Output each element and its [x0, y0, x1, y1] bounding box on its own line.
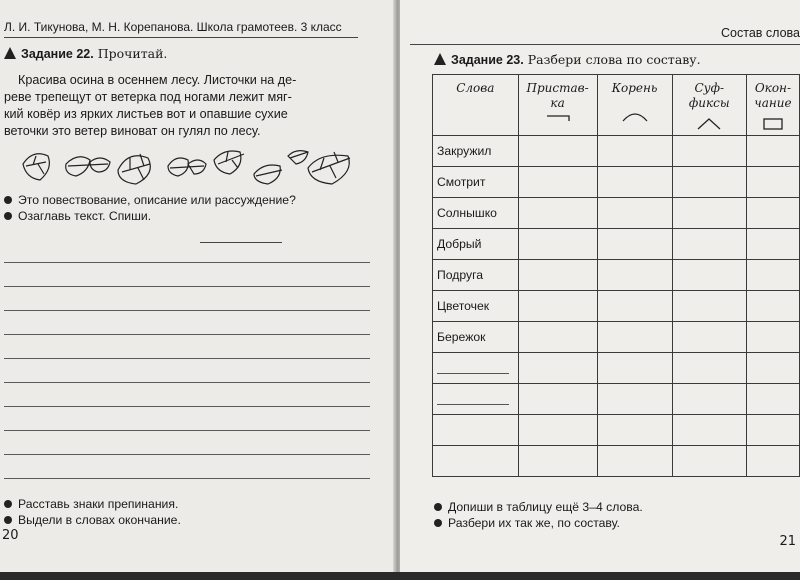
word-cell: Подруга — [433, 260, 519, 291]
writing-line[interactable] — [4, 334, 370, 335]
ending-cell[interactable] — [746, 384, 799, 415]
word-blank-cell[interactable] — [433, 353, 519, 384]
table-row — [433, 167, 800, 198]
root-cell[interactable] — [597, 446, 672, 477]
instruction-text: Выдели в словах окончание. — [18, 513, 181, 527]
ending-box-icon — [762, 117, 784, 131]
bullet-icon — [4, 516, 12, 524]
suffix-cell[interactable] — [672, 136, 746, 167]
suffix-cell[interactable] — [672, 353, 746, 384]
table-row-blank — [433, 415, 800, 446]
header-line: Суф- — [694, 81, 725, 95]
table-row-blank — [433, 446, 800, 477]
word-blank-cell[interactable] — [433, 384, 519, 415]
title-answer-line[interactable] — [200, 242, 282, 243]
root-cell[interactable] — [597, 415, 672, 446]
ending-cell[interactable] — [746, 167, 799, 198]
instruction-text: Разбери их так же, по составу. — [448, 516, 620, 530]
root-cell[interactable] — [597, 384, 672, 415]
task22-instruction: Прочитай. — [97, 46, 168, 61]
reading-line: реве трепещут от ветерка под ногами лежит мяг- — [4, 90, 292, 104]
root-cell[interactable] — [597, 260, 672, 291]
header-text — [677, 81, 742, 111]
header-line: Окон- — [754, 81, 792, 95]
root-cell[interactable] — [597, 322, 672, 353]
root-cell[interactable] — [597, 167, 672, 198]
bullet-icon — [434, 519, 442, 527]
table-header-row — [433, 75, 800, 136]
root-cell[interactable] — [597, 198, 672, 229]
table-row — [433, 136, 800, 167]
word-blank-cell[interactable] — [433, 446, 519, 477]
suffix-caret-icon — [696, 117, 722, 131]
header-line: чание — [754, 96, 792, 110]
ending-cell[interactable] — [746, 229, 799, 260]
question-line — [4, 193, 296, 207]
prefix-cell[interactable] — [518, 260, 597, 291]
writing-line[interactable] — [4, 478, 370, 479]
section-title: Состав слова — [721, 26, 800, 40]
reading-line: кий ковёр из ярких листьев вот и опавшие сухие — [4, 107, 288, 121]
word-cell: Смотрит — [433, 167, 519, 198]
table-row — [433, 291, 800, 322]
root-cell[interactable] — [597, 353, 672, 384]
prefix-cell[interactable] — [518, 384, 597, 415]
prefix-cell[interactable] — [518, 291, 597, 322]
suffix-cell[interactable] — [672, 167, 746, 198]
writing-line[interactable] — [4, 406, 370, 407]
suffix-cell[interactable] — [672, 384, 746, 415]
left-page — [0, 0, 398, 572]
root-cell[interactable] — [597, 291, 672, 322]
ending-cell[interactable] — [746, 198, 799, 229]
bullet-icon — [4, 500, 12, 508]
bullet-icon — [434, 503, 442, 511]
instruction-line — [434, 516, 620, 530]
header-line: ка — [550, 96, 565, 110]
suffix-cell[interactable] — [672, 415, 746, 446]
word-cell: Добрый — [433, 229, 519, 260]
word-cell: Солнышко — [433, 198, 519, 229]
instruction-line — [4, 497, 178, 511]
running-head: Л. И. Тикунова, М. Н. Корепанова. Школа грамотеев. 3 класс — [4, 20, 358, 38]
autumn-leaves-illustration — [18, 144, 363, 190]
prefix-cell[interactable] — [518, 229, 597, 260]
reading-line: Красива осина в осеннем лесу. Листочки на де- — [18, 73, 297, 87]
word-cell: Закружил — [433, 136, 519, 167]
table-row — [433, 198, 800, 229]
blank-write-line[interactable] — [437, 404, 509, 405]
prefix-cell[interactable] — [518, 322, 597, 353]
question-text: Озаглавь текст. Спиши. — [18, 209, 152, 223]
suffix-cell[interactable] — [672, 322, 746, 353]
suffix-cell[interactable] — [672, 260, 746, 291]
prefix-mark-icon — [545, 113, 571, 123]
writing-line[interactable] — [4, 430, 370, 431]
warning-triangle-icon — [4, 47, 16, 59]
blank-write-line[interactable] — [437, 373, 509, 374]
writing-line[interactable] — [4, 262, 370, 263]
suffix-cell[interactable] — [672, 198, 746, 229]
ending-cell[interactable] — [746, 136, 799, 167]
prefix-cell[interactable] — [518, 415, 597, 446]
header-text — [523, 81, 593, 111]
writing-line[interactable] — [4, 382, 370, 383]
table-row — [433, 322, 800, 353]
table-row-blank — [433, 384, 800, 415]
section-rule — [410, 44, 800, 45]
header-line: фиксы — [688, 96, 730, 110]
root-cell[interactable] — [597, 229, 672, 260]
table-row — [433, 260, 800, 291]
header-text — [751, 81, 795, 111]
task23-instruction: Разбери слова по составу. — [527, 52, 701, 67]
task23-label: Задание 23. — [451, 53, 524, 67]
word-blank-cell[interactable] — [433, 415, 519, 446]
word-cell: Цветочек — [433, 291, 519, 322]
task23-heading — [434, 52, 701, 67]
leaves-icon — [18, 144, 363, 190]
writing-line[interactable] — [4, 454, 370, 455]
ending-cell[interactable] — [746, 260, 799, 291]
header-suffix — [672, 75, 746, 136]
bullet-icon — [4, 212, 12, 220]
bullet-icon — [4, 196, 12, 204]
ending-cell[interactable] — [746, 353, 799, 384]
question-line — [4, 209, 151, 223]
ending-cell[interactable] — [746, 446, 799, 477]
header-words — [433, 75, 519, 136]
task22-label: Задание 22. — [21, 47, 94, 61]
right-page — [400, 0, 800, 572]
word-cell: Бережок — [433, 322, 519, 353]
root-cell[interactable] — [597, 136, 672, 167]
reading-text — [4, 72, 371, 140]
ending-cell[interactable] — [746, 291, 799, 322]
header-text: Корень — [611, 81, 658, 95]
prefix-cell[interactable] — [518, 136, 597, 167]
header-prefix — [518, 75, 597, 136]
table-row-blank — [433, 353, 800, 384]
table-row — [433, 229, 800, 260]
instruction-line — [4, 513, 181, 527]
header-line: Пристав- — [526, 81, 589, 95]
page-number-right: 21 — [779, 534, 796, 549]
page-number-left: 20 — [2, 528, 19, 543]
instruction-line — [434, 500, 643, 514]
prefix-cell[interactable] — [518, 353, 597, 384]
suffix-cell[interactable] — [672, 229, 746, 260]
suffix-cell[interactable] — [672, 291, 746, 322]
writing-line[interactable] — [4, 358, 370, 359]
prefix-cell[interactable] — [518, 198, 597, 229]
instruction-text: Расставь знаки препинания. — [18, 497, 179, 511]
reading-line: веточки это ветер виноват он гулял по лесу. — [4, 124, 261, 138]
task22-heading — [4, 46, 167, 61]
root-arc-icon — [620, 109, 650, 123]
ending-cell[interactable] — [746, 322, 799, 353]
prefix-cell[interactable] — [518, 167, 597, 198]
morpheme-table — [432, 74, 800, 477]
header-ending — [746, 75, 799, 136]
ending-cell[interactable] — [746, 415, 799, 446]
writing-line[interactable] — [4, 286, 370, 287]
prefix-cell[interactable] — [518, 446, 597, 477]
suffix-cell[interactable] — [672, 446, 746, 477]
instruction-text: Допиши в таблицу ещё 3–4 слова. — [448, 500, 643, 514]
warning-triangle-icon — [434, 53, 446, 65]
question-text: Это повествование, описание или рассуждение? — [18, 193, 296, 207]
header-root — [597, 75, 672, 136]
header-text: Слова — [456, 81, 495, 95]
writing-line[interactable] — [4, 310, 370, 311]
